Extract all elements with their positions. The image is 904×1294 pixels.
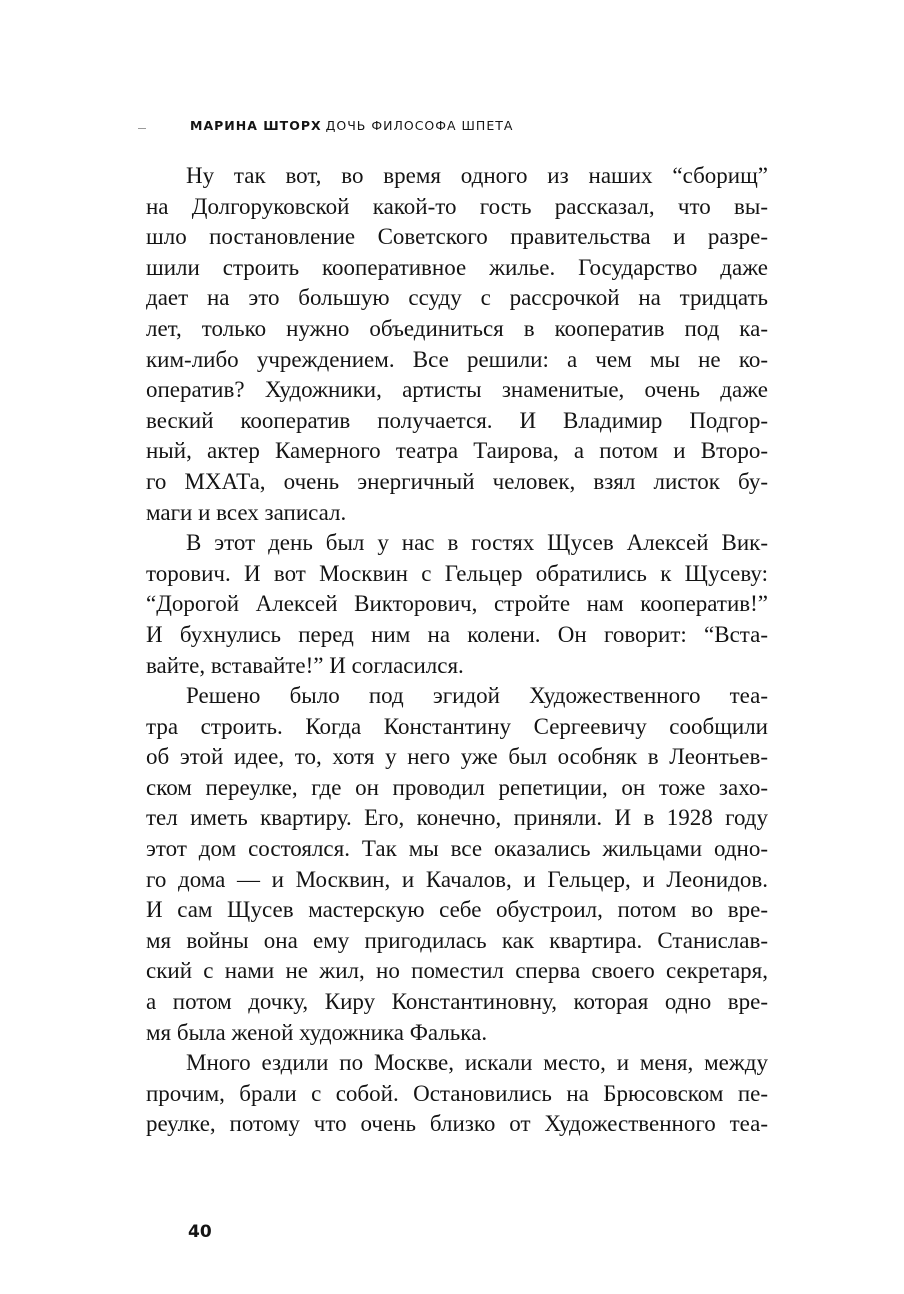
text-line: го дома — и Москвин, и Качалов, и Гельцер, и Леонидов. (146, 866, 768, 892)
text-line: об этой идее, то, хотя у него уже был особняк в Леонтьев- (146, 744, 768, 770)
text-line: этот дом состоялся. Так мы все оказались жильцами одно- (146, 836, 768, 862)
text-line: ский с нами не жил, но поместил сперва своего секретаря, (146, 958, 768, 984)
text-line: на Долгоруковской какой-то гость рассказал, что вы- (146, 193, 768, 219)
text-line: ском переулке, где он проводил репетиции, он тоже захо- (146, 774, 768, 800)
header-author: МАРИНА ШТОРХ (190, 118, 322, 133)
text-line: торович. И вот Москвин с Гельцер обратились к Щусеву: (146, 560, 768, 586)
text-line: тел иметь квартиру. Его, конечно, приняли. И в 1928 году (146, 805, 768, 831)
paragraph (146, 161, 768, 528)
header-rule (138, 128, 146, 129)
text-line: прочим, брали с собой. Остановились на Брюсовском пе- (146, 1080, 768, 1106)
text-line: Решено было под эгидой Художественного теа- (186, 683, 768, 709)
text-line: шили строить кооперативное жилье. Государство даже (146, 254, 768, 280)
paragraph (146, 528, 768, 681)
text-line: ким-либо учреждением. Все решили: а чем мы не ко- (146, 346, 768, 372)
running-header (190, 118, 513, 133)
text-line: Ну так вот, во время одного из наших “сборищ” (186, 163, 768, 188)
text-line: Много ездили по Москве, искали место, и меня, между (186, 1050, 768, 1076)
text-line: реулке, потому что очень близко от Художественного теа- (146, 1111, 768, 1137)
text-line: И сам Щусев мастерскую себе обустроил, потом во вре- (146, 897, 768, 923)
paragraph (146, 681, 768, 1048)
text-line: лет, только нужно объединиться в кооператив под ка- (146, 315, 768, 341)
text-line: мя войны она ему пригодилась как квартира. Станислав- (146, 927, 768, 953)
text-line: В этот день был у нас в гостях Щусев Алексей Вик- (186, 530, 768, 556)
text-line: оператив? Художники, артисты знаменитые, очень даже (146, 377, 768, 403)
text-line: а потом дочку, Киру Константиновну, которая одно вре- (146, 989, 768, 1015)
body-text (146, 161, 768, 1140)
text-line: маги и всех записал. (146, 499, 347, 525)
paragraph (146, 1048, 768, 1140)
text-line: тра строить. Когда Константину Сергеевичу сообщили (146, 713, 768, 739)
text-line: дает на это большую ссуду с рассрочкой на тридцать (146, 285, 768, 311)
text-line: мя была женой художника Фалька. (146, 1019, 488, 1045)
text-line: И бухнулись перед ним на колени. Он говорит: “Вста- (146, 621, 768, 647)
text-line: вайте, вставайте!” И согласился. (146, 652, 464, 678)
text-line: ный, актер Камерного театра Таирова, а потом и Второ- (146, 438, 768, 464)
header-book-title: ДОЧЬ ФИЛОСОФА ШПЕТА (325, 118, 514, 133)
page-number: 40 (188, 1222, 212, 1242)
text-line: веский кооператив получается. И Владимир Подгор- (146, 407, 768, 433)
text-line: го МХАТа, очень энергичный человек, взял листок бу- (146, 468, 768, 494)
text-line: шло постановление Советского правительства и разре- (146, 224, 768, 250)
text-line: “Дорогой Алексей Викторович, стройте нам кооператив!” (146, 591, 768, 617)
